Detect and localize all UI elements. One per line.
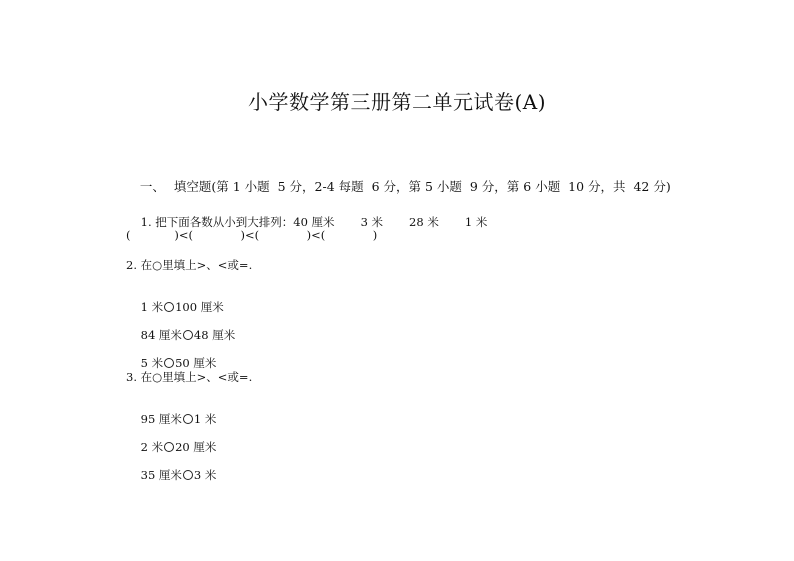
q1-item: 40 厘米 <box>293 215 335 229</box>
circle-blank-icon <box>164 358 174 368</box>
q1-item: 1 米 <box>464 215 488 229</box>
circle-blank-icon <box>183 330 193 340</box>
compare-right: 50 厘米 <box>175 356 217 370</box>
question-2-prompt: 2. 在○里填上>、<或=. <box>126 258 253 272</box>
compare-left: 5 米 <box>140 356 164 370</box>
compare-right: 3 米 <box>193 468 217 482</box>
question-1-text: 1. 把下面各数从小到大排列： <box>140 215 294 229</box>
section-heading-text: 填空题(第 1 小题 5 分，2-4 每题 6 分，第 5 小题 9 分，第 6 小题 10 分，共 42 分) <box>173 179 671 194</box>
compare-right: 20 厘米 <box>175 440 217 454</box>
compare-right: 48 厘米 <box>193 328 236 342</box>
circle-blank-icon <box>183 470 193 480</box>
compare-left: 95 厘米 <box>140 412 182 426</box>
section-number: 一、 <box>139 179 165 194</box>
question-3-row <box>126 453 216 497</box>
compare-right: 1 米 <box>193 412 217 426</box>
compare-left: 1 米 <box>140 300 164 314</box>
compare-right: 100 厘米 <box>175 300 224 314</box>
q1-item: 28 米 <box>409 215 439 229</box>
circle-blank-icon <box>164 442 174 452</box>
circle-blank-icon <box>164 302 174 312</box>
page-title: 小学数学第三册第二单元试卷(A) <box>247 90 547 114</box>
q1-item: 3 米 <box>360 215 384 229</box>
compare-left: 84 厘米 <box>140 328 182 342</box>
circle-blank-icon <box>183 414 193 424</box>
question-3-prompt: 3. 在○里填上>、<或=. <box>126 370 253 384</box>
compare-left: 35 厘米 <box>140 468 182 482</box>
question-1-blanks: ( )<( )<( )<( ) <box>126 228 378 242</box>
compare-left: 2 米 <box>140 440 164 454</box>
